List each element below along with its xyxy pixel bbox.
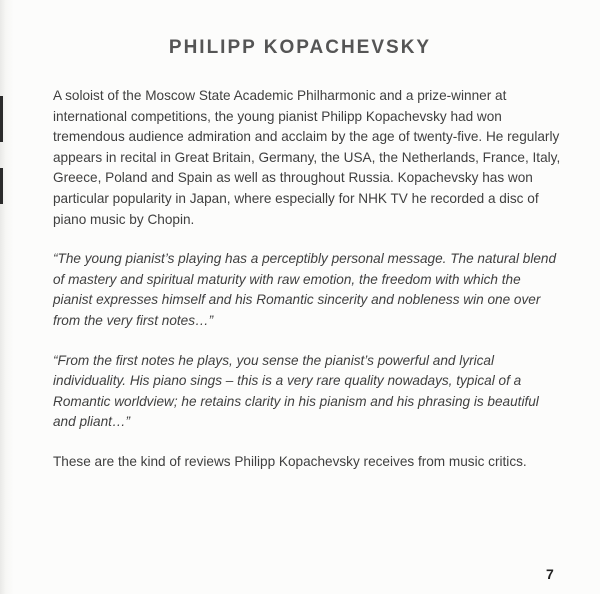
closing-paragraph: These are the kind of reviews Philipp Kopachevsky receives from music critics. bbox=[53, 453, 527, 469]
page-number: 7 bbox=[546, 566, 554, 582]
review-quote: “From the first notes he plays, you sense the pianist’s powerful and lyrical individuality. His piano sings – this is a very rare quality nowadays, typical of a Romantic worldview; he retains clarity in his pianism and his phrasing is beautiful and pliant…” bbox=[53, 352, 539, 430]
review-quote: “The young pianist’s playing has a perceptibly personal message. The natural blend of mastery and spiritual maturity with raw emotion, the freedom with which the pianist expresses himself and his Romantic sincerity and nobleness win one over from the very first notes…” bbox=[53, 251, 557, 328]
biography-text bbox=[53, 86, 563, 492]
binding-edge-mark bbox=[0, 96, 3, 142]
binding-edge-mark bbox=[0, 168, 3, 204]
page-title: PHILIPP KOPACHEVSKY bbox=[168, 37, 432, 58]
biography-paragraph: A soloist of the Moscow State Academic Philharmonic and a prize-winner at international competitions, the young pianist Philipp Kopachevsky had won tremendous audience admiration and acclaim by the age of twenty-five. He regularly appears in recital in Great Britain, Germany, the USA, the Netherlands, France, Italy, Greece, Poland and Spain as well as throughout Russia. Kopachevsky has won particular popularity in Japan, where especially for NHK TV he recorded a disc of piano music by Chopin. bbox=[53, 88, 561, 227]
